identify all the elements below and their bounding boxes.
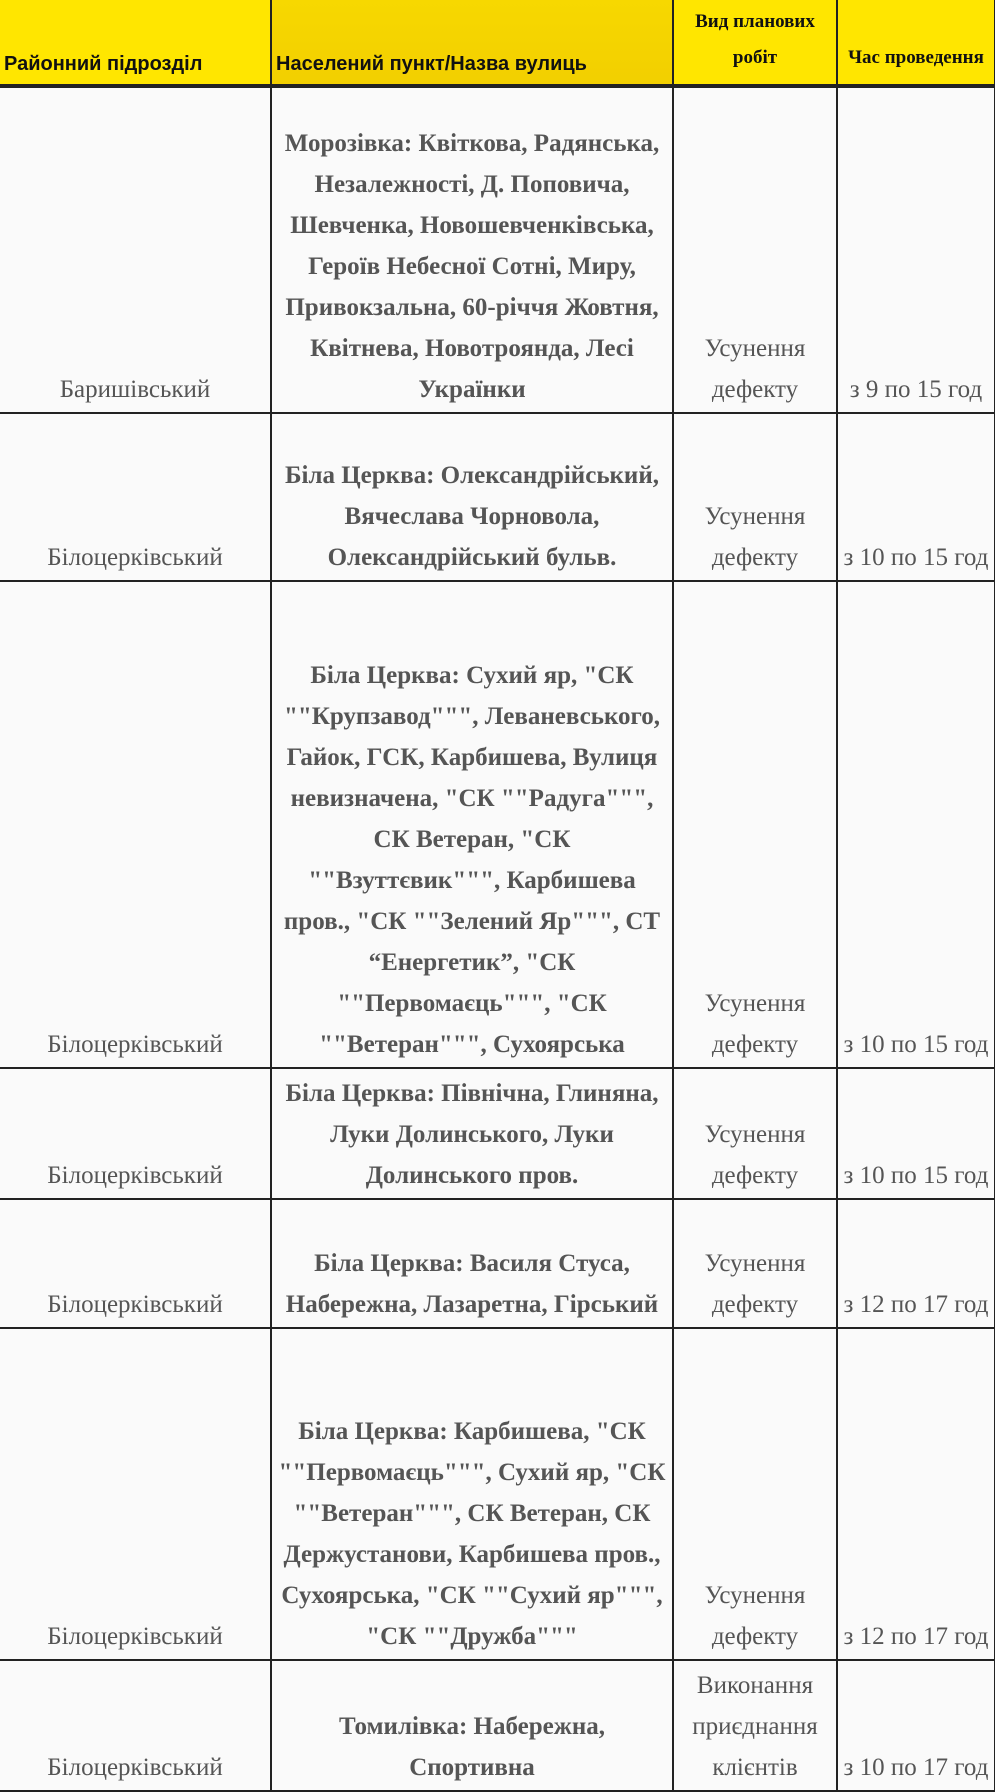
time-cell: з 10 по 17 год xyxy=(837,1660,995,1791)
table-row xyxy=(0,1199,995,1328)
header-address: Населений пункт/Назва вулиць xyxy=(271,0,673,86)
address-cell: Томилівка: Набережна, Спортивна xyxy=(271,1660,673,1791)
table-row xyxy=(0,581,995,1068)
address-cell: Біла Церква: Василя Стуса, Набережна, Лазаретна, Гірський xyxy=(271,1199,673,1328)
work-type-cell: Усунення дефекту xyxy=(673,413,837,581)
table-row xyxy=(0,86,995,413)
time-cell: з 12 по 17 год xyxy=(837,1328,995,1660)
district-cell: Білоцерківський xyxy=(0,1199,271,1328)
header-district: Районний підрозділ xyxy=(0,0,271,86)
header-row xyxy=(0,0,995,86)
work-type-cell: Усунення дефекту xyxy=(673,581,837,1068)
district-cell: Білоцерківський xyxy=(0,1328,271,1660)
district-cell: Білоцерківський xyxy=(0,1068,271,1199)
table-row xyxy=(0,413,995,581)
address-cell: Морозівка: Квіткова, Радянська, Незалежності, Д. Поповича, Шевченка, Новошевченківська, Героїв Небесної Сотні, Миру, Привокзальна, 60-річчя Жовтня, Квітнева, Новотроянда, Лесі Українки xyxy=(271,86,673,413)
table-row xyxy=(0,1660,995,1791)
table-row xyxy=(0,1328,995,1660)
work-type-cell: Усунення дефекту xyxy=(673,86,837,413)
header-time: Час проведення xyxy=(837,0,995,86)
address-cell: Біла Церква: Північна, Глиняна, Луки Долинського, Луки Долинського пров. xyxy=(271,1068,673,1199)
address-cell: Біла Церква: Карбишева, "СК ""Первомаєць""", Сухий яр, "СК ""Ветеран""", СК Ветеран, СК Держустанови, Карбишева пров., Сухоярська, "СК ""Сухий яр""", "СК ""Дружба""" xyxy=(271,1328,673,1660)
time-cell: з 12 по 17 год xyxy=(837,1199,995,1328)
time-cell: з 9 по 15 год xyxy=(837,86,995,413)
district-cell: Баришівський xyxy=(0,86,271,413)
address-cell: Біла Церква: Олександрійський, Вячеслава Чорновола, Олександрійський бульв. xyxy=(271,413,673,581)
time-cell: з 10 по 15 год xyxy=(837,1068,995,1199)
table-row xyxy=(0,1068,995,1199)
header-work-type: Вид планових робіт xyxy=(673,0,837,86)
district-cell: Білоцерківський xyxy=(0,581,271,1068)
work-type-cell: Усунення дефекту xyxy=(673,1199,837,1328)
time-cell: з 10 по 15 год xyxy=(837,581,995,1068)
work-type-cell: Усунення дефекту xyxy=(673,1328,837,1660)
work-type-cell: Усунення дефекту xyxy=(673,1068,837,1199)
district-cell: Білоцерківський xyxy=(0,413,271,581)
work-type-cell: Виконання приєднання клієнтів xyxy=(673,1660,837,1791)
district-cell: Білоцерківський xyxy=(0,1660,271,1791)
time-cell: з 10 по 15 год xyxy=(837,413,995,581)
address-cell: Біла Церква: Сухий яр, "СК ""Крупзавод""", Леваневського, Гайок, ГСК, Карбишева, Вулиця невизначена, "СК ""Радуга""", СК Ветеран, "СК ""Взуттєвик""", Карбишева пров., "СК ""Зелений Яр""", СТ “Енергетик”, "СК ""Первомаєць""", "СК ""Ветеран""", Сухоярська xyxy=(271,581,673,1068)
